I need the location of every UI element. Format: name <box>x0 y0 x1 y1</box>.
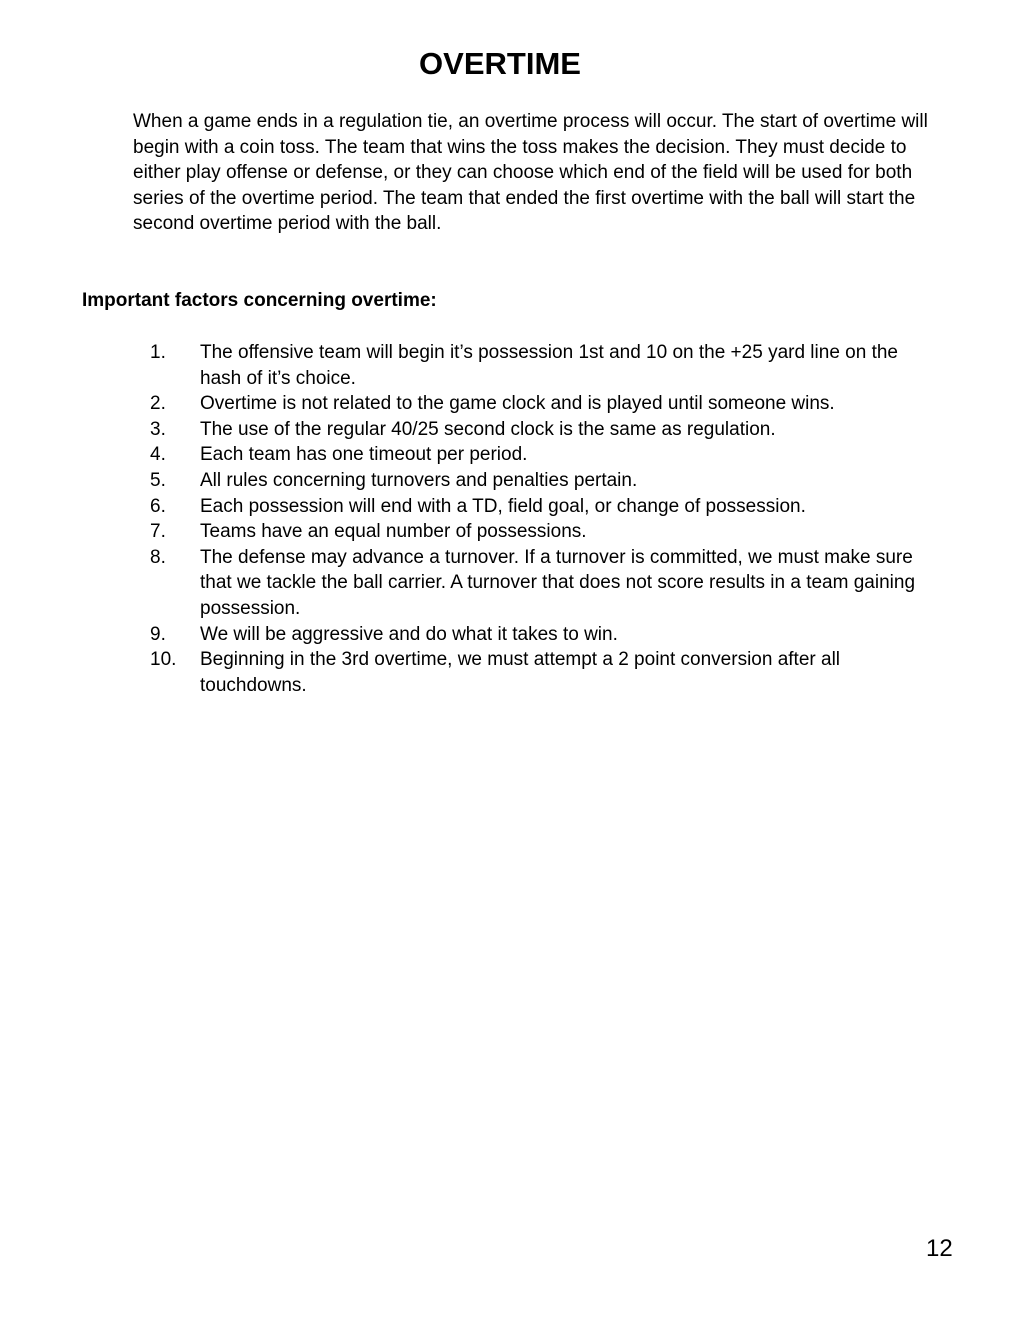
list-item <box>0 391 930 417</box>
list-item-number: 3. <box>150 418 166 440</box>
list-item-text: Each team has one timeout per period. <box>200 444 528 466</box>
list-item-text: All rules concerning turnovers and penalties pertain. <box>200 469 638 491</box>
list-item-number: 8. <box>150 546 166 568</box>
list-item-text: The offensive team will begin it’s possession 1st and 10 on the +25 yard line on the hash of it’s choice. <box>200 342 898 389</box>
list-item <box>0 519 930 545</box>
page-title: OVERTIME <box>419 46 581 81</box>
list-item-number: 5. <box>150 469 166 491</box>
list-item-number: 6. <box>150 495 166 517</box>
list-item-text: The use of the regular 40/25 second clock is the same as regulation. <box>200 418 776 440</box>
list-item <box>0 442 930 468</box>
factors-heading: Important factors concerning overtime: <box>82 290 437 311</box>
list-item <box>0 468 930 494</box>
list-item <box>0 494 930 520</box>
list-item-number: 4. <box>150 444 166 466</box>
list-item-number: 1. <box>150 342 166 363</box>
page-number: 12 <box>926 1235 953 1262</box>
list-item-text: Beginning in the 3rd overtime, we must attempt a 2 point conversion after all touchdowns. <box>200 649 841 696</box>
list-item-number: 9. <box>150 623 166 645</box>
list-item-text: The defense may advance a turnover. If a turnover is committed, we must make sure that we tackle the ball carrier. A turnover that does not score results in a team gaining possession. <box>200 546 916 619</box>
list-item-number: 10. <box>150 649 177 671</box>
list-item <box>0 340 930 391</box>
list-item-number: 7. <box>150 521 166 543</box>
list-item <box>0 545 930 622</box>
list-item <box>0 417 930 443</box>
list-item <box>0 622 930 648</box>
list-item-text: Each possession will end with a TD, field goal, or change of possession. <box>200 495 806 517</box>
factors-list <box>0 340 1024 698</box>
list-item-text: Teams have an equal number of possessions. <box>200 521 587 543</box>
list-item <box>0 647 930 698</box>
list-item-text: Overtime is not related to the game clock and is played until someone wins. <box>200 393 835 415</box>
list-item-number: 2. <box>150 393 166 415</box>
list-item-text: We will be aggressive and do what it takes to win. <box>200 623 618 645</box>
intro-paragraph: When a game ends in a regulation tie, an overtime process will occur. The start of overtime will begin with a coin toss. The team that wins the toss makes the decision. They must decide to either play offense or defense, or they can choose which end of the field will be used for both series of the overtime period. The team that ended the first overtime with the ball will start the second overtime period with the ball. <box>133 111 928 235</box>
